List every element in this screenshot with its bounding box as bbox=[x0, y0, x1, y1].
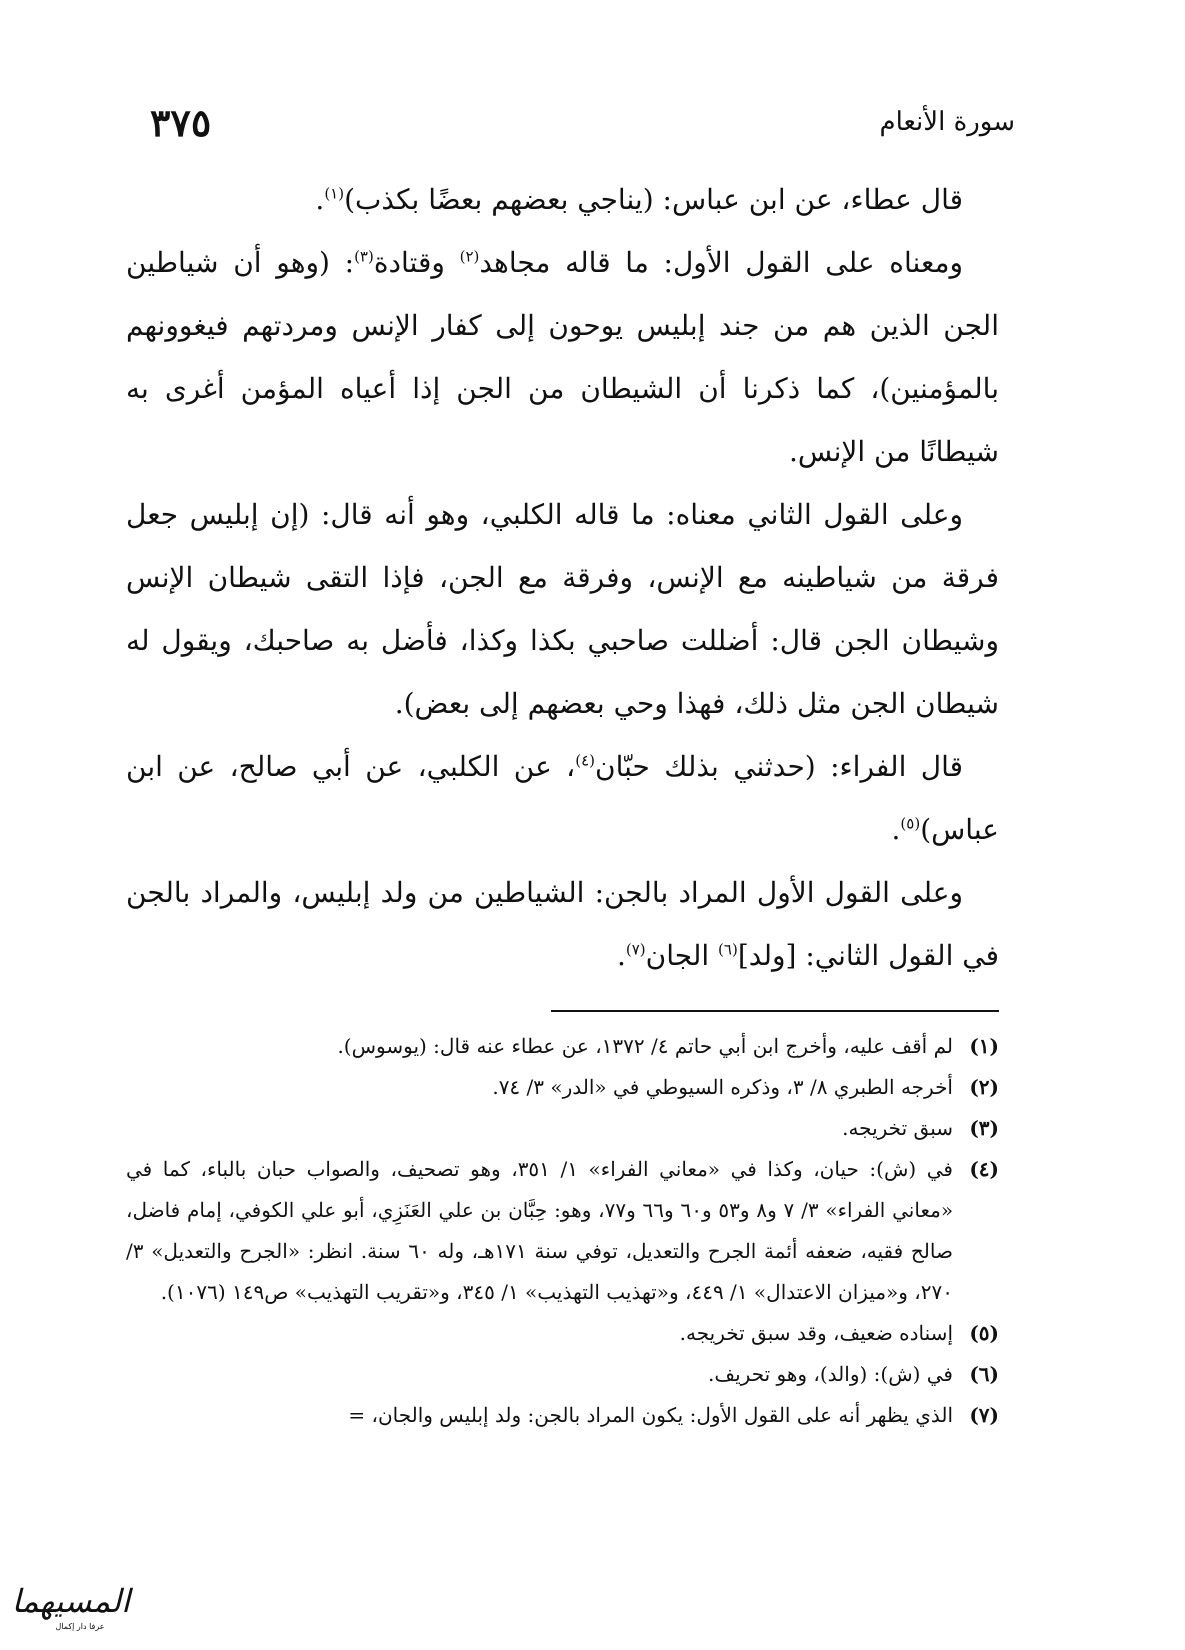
paragraph-text: : (وهو أن شياطين الجن الذين هم من جند إبليس يوحون إلى كفار الإنس ومردتهم فيغوونهم بالمؤمنين)، كما ذكرنا أن الشيطان من الجن إذا أعياه المؤمن أغرى به شيطانًا من الإنس. bbox=[126, 246, 999, 468]
paragraph-text: قال الفراء: (حدثني بذلك حبّان bbox=[595, 750, 963, 783]
footnote-text: في (ش): حيان، وكذا في «معاني الفراء» ١/ ٣٥١، وهو تصحيف، والصواب حبان بالباء، كما في «معاني الفراء» ٣/ ٧ و٨ و٥٣ و٦٠ و٦٦ و٧٧، وهو: حِبَّان بن علي العَنَزِي، أبو علي الكوفي، إمام فاضل، صالح فقيه، ضعفه أئمة الجرح والتعديل، توفي سنة ١٧١هـ، وله ٦٠ سنة. انظر: «الجرح والتعديل» ٣/ ٢٧٠، و«ميزان الاعتدال» ١/ ٤٤٩، و«تهذيب التهذيب» ١/ ٣٤٥، و«تقريب التهذيب» ص١٤٩ (١٠٧٦). bbox=[126, 1157, 954, 1304]
footnote-ref: (١) bbox=[324, 184, 345, 203]
footnote-number: (٤) bbox=[969, 1157, 999, 1181]
publisher-watermark bbox=[11, 1580, 130, 1638]
footnote-text: سبق تخريجه. bbox=[842, 1116, 953, 1140]
footnote-ref: (٤) bbox=[575, 751, 596, 770]
footnote-ref: (٥) bbox=[900, 814, 921, 833]
footnotes bbox=[126, 1026, 999, 1436]
page-number: ٣٧٥ bbox=[150, 99, 212, 145]
footnote-number: (٦) bbox=[969, 1362, 999, 1386]
footnote-ref: (٧) bbox=[625, 940, 646, 959]
footnote-ref: (٦) bbox=[718, 940, 738, 959]
footnote-text: لم أقف عليه، وأخرج ابن أبي حاتم ٤/ ١٣٧٢، عن عطاء عنه قال: (يوسوس). bbox=[337, 1034, 953, 1058]
paragraph bbox=[126, 231, 999, 483]
paragraph bbox=[126, 861, 999, 987]
paragraph bbox=[126, 735, 999, 861]
footnote-item bbox=[126, 1108, 999, 1149]
paragraph-text: . bbox=[315, 183, 325, 216]
paragraph-text: وعلى القول الثاني معناه: ما قاله الكلبي، وهو أنه قال: (إن إبليس جعل فرقة من شياطينه مع الإنس، وفرقة مع الجن، فإذا التقى شيطان الإنس وشيطان الجن قال: أضللت صاحبي بكذا وكذا، فأضل به صاحبك، ويقول له شيطان الجن مثل ذلك، فهذا وحي بعضهم إلى بعض). bbox=[126, 498, 999, 720]
footnote-number: (١) bbox=[969, 1034, 999, 1058]
footnote-separator bbox=[551, 1010, 999, 1012]
paragraph bbox=[126, 483, 999, 735]
paragraph-text: وعلى القول الأول المراد بالجن: الشياطين من ولد إبليس، والمراد بالجن في القول الثاني: [ولد] bbox=[126, 876, 999, 972]
watermark-logo-text: المسيهما bbox=[11, 1582, 130, 1620]
footnote-item bbox=[126, 1395, 999, 1436]
footnote-number: (٧) bbox=[969, 1403, 999, 1427]
footnote-item bbox=[126, 1354, 999, 1395]
paragraph-text: ، عن الكلبي، عن أبي صالح، عن ابن عباس) bbox=[126, 750, 999, 846]
footnote-ref: (٢) bbox=[459, 247, 480, 266]
paragraph-text: الجان bbox=[645, 939, 719, 972]
footnote-text: الذي يظهر أنه على القول الأول: يكون المراد بالجن: ولد إبليس والجان، = bbox=[348, 1403, 953, 1427]
surah-title: سورة الأنعام bbox=[879, 107, 1015, 137]
main-text bbox=[126, 168, 999, 987]
footnote-number: (٥) bbox=[969, 1321, 999, 1345]
footnote-number: (٢) bbox=[969, 1075, 999, 1099]
paragraph-text: وقتادة bbox=[373, 246, 460, 279]
paragraph-text: قال عطاء، عن ابن عباس: (يناجي بعضهم بعضًا بكذب) bbox=[344, 183, 963, 216]
paragraph-text: ومعناه على القول الأول: ما قاله مجاهد bbox=[479, 246, 963, 279]
footnote-ref: (٣) bbox=[354, 247, 374, 266]
paragraph-text: . bbox=[891, 813, 901, 846]
footnote-text: في (ش): (والد)، وهو تحريف. bbox=[708, 1362, 953, 1386]
footnote-item bbox=[126, 1313, 999, 1354]
footnote-item bbox=[126, 1067, 999, 1108]
paragraph bbox=[126, 168, 999, 231]
running-header bbox=[150, 92, 1015, 152]
watermark-subtext: عرفا دار إكمال bbox=[55, 1622, 105, 1631]
paragraph-text: . bbox=[616, 939, 626, 972]
footnote-item bbox=[126, 1149, 999, 1313]
footnote-item bbox=[126, 1026, 999, 1067]
footnote-text: أخرجه الطبري ٨/ ٣، وذكره السيوطي في «الدر» ٣/ ٧٤. bbox=[492, 1075, 953, 1099]
footnote-text: إسناده ضعيف، وقد سبق تخريجه. bbox=[679, 1321, 953, 1345]
footnote-number: (٣) bbox=[969, 1116, 999, 1140]
